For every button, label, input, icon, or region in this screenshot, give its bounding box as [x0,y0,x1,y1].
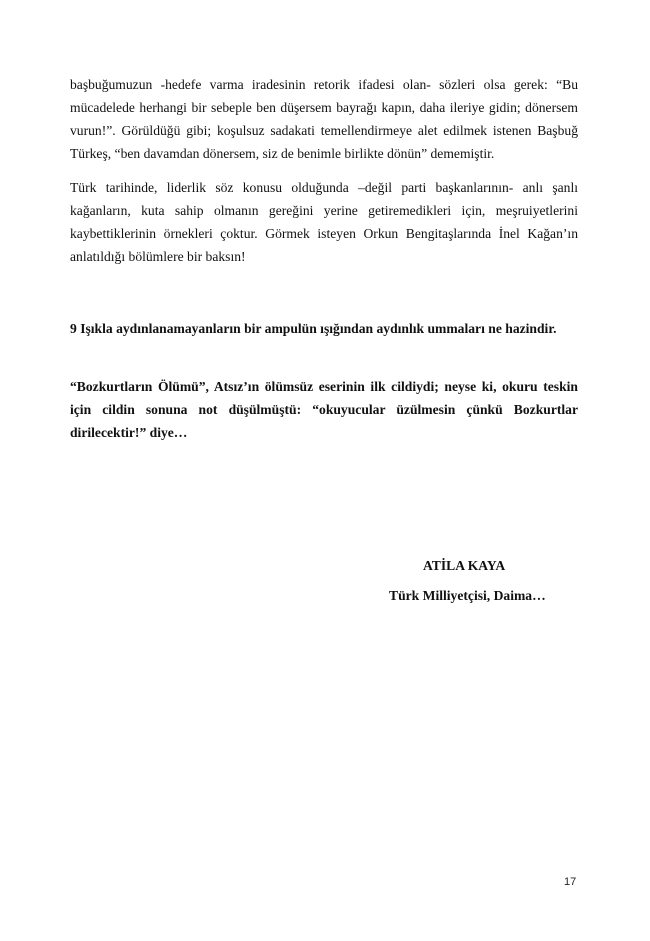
author-title: Türk Milliyetçisi, Daima… [389,588,546,603]
closing-paragraph: “Bozkurtların Ölümü”, Atsız’ın ölümsüz eserinin ilk cildiydi; neyse ki, okuru teskin için cildin sonuna not düşülmüştü: “okuyucular üzülmesin çünkü Bozkurtlar dirilecektir!” diye… [70,379,578,440]
author-name: ATİLA KAYA [423,558,506,573]
body-paragraph: Türk tarihinde, liderlik söz konusu olduğunda –değil parti başkanlarının- anlı şanlı kağanların, kuta sahip olmanın gereğini yerine getiremedikleri için, meşruiyetlerini kaybettiklerinin örnekleri çoktur. Görmek isteyen Orkun Bengitaşlarında İnel Kağan’ın anlatıldığı bölümlere bir baksın! [70,180,578,264]
page-number: 17 [564,876,577,888]
body-paragraph: başbuğumuzun -hedefe varma iradesinin retorik ifadesi olan- sözleri olsa gerek: “Bu mücadelede herhangi bir sebeple ben düşersem bayrağı kapın, daha ileriye gidin; dönersem vurun!”. Görüldüğü gibi; koşulsuz sadakati temellendirmeye alet edilmek istenen Başbuğ Türkeş, “ben davamdan dönersem, siz de benimle birlikte dönün” dememiştir. [70,77,578,161]
section-heading: 9 Işıkla aydınlanamayanların bir ampulün ışığından aydınlık ummaları ne hazindir. [70,321,557,336]
